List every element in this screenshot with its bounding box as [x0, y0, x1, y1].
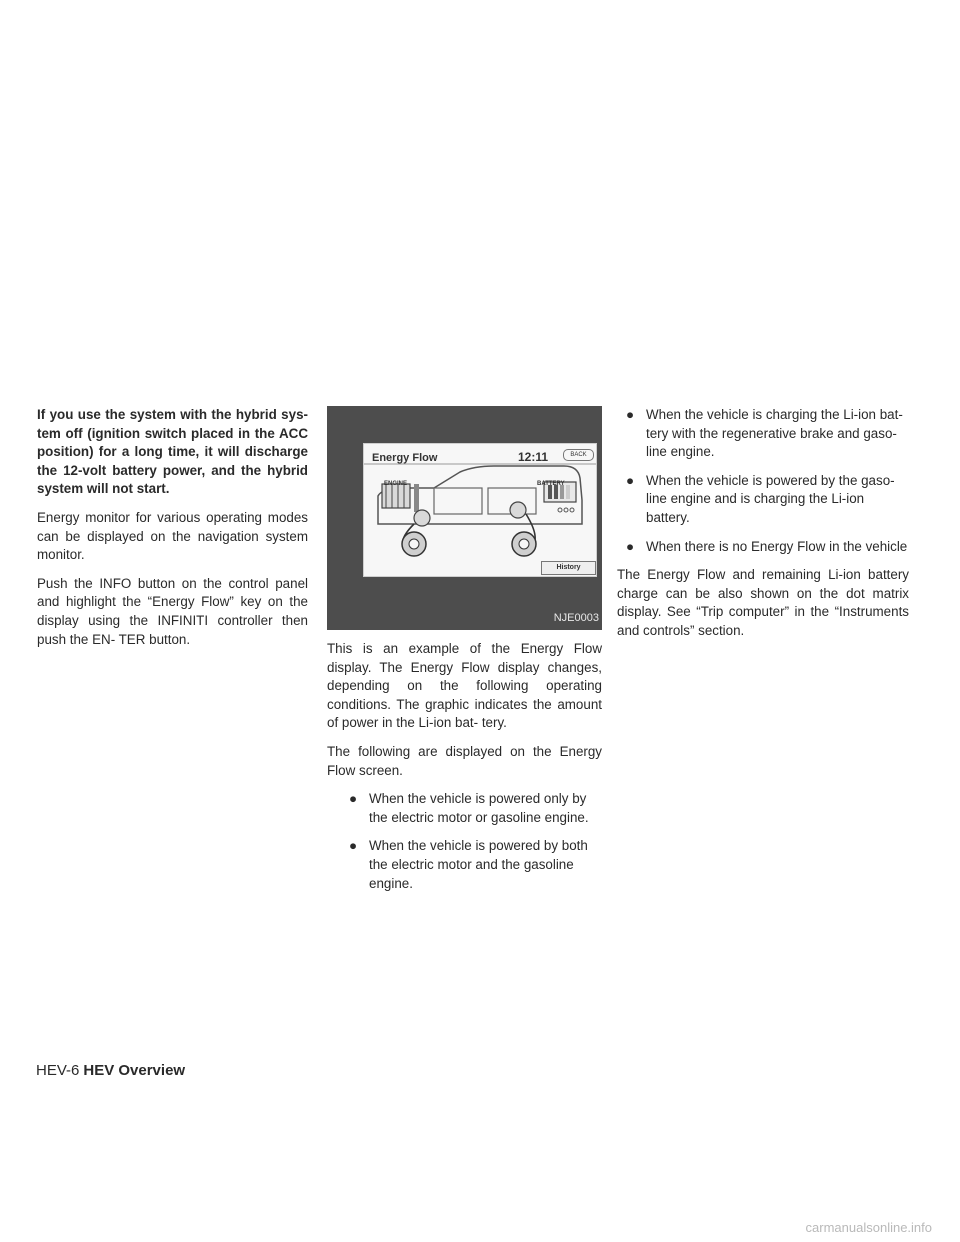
list-item: ● When the vehicle is powered only by the electric motor or gasoline engine.: [349, 791, 589, 825]
bullet-list-right: [617, 406, 909, 556]
energy-flow-screen: [363, 443, 597, 577]
list-item: ● When the vehicle is powered by the gaso- line engine and is charging the Li-ion battery.: [626, 472, 895, 525]
column-right: [617, 406, 909, 651]
warning-text: If you use the system with the hybrid sys- tem off (ignition switch placed in the ACC position) for a long time, it will discharge the 12-volt battery power, and the hybrid system will not start.: [37, 407, 308, 497]
bullet-icon: ●: [349, 791, 358, 807]
history-button: History: [541, 561, 596, 575]
paragraph-energy-monitor: Energy monitor for various operating modes can be displayed on the navigation system monitor.: [37, 509, 308, 563]
bullet-icon: ●: [626, 407, 635, 422]
page-number: HEV-6: [36, 1062, 80, 1079]
bullet-icon: ●: [349, 838, 358, 854]
list-item: ● When there is no Energy Flow in the vehicle: [617, 538, 909, 557]
figure-code: NJE0003: [553, 612, 599, 625]
back-button: BACK: [563, 449, 594, 461]
list-item: ● When the vehicle is charging the Li-ion bat- tery with the regenerative brake and gaso- line engine.: [626, 407, 903, 460]
paragraph-example: This is an example of the Energy Flow display. The Energy Flow display changes, depending on the following operating conditions. The graphic indicates the amount of power in the Li-ion bat- tery.: [327, 641, 602, 731]
section-title: HEV Overview: [83, 1062, 186, 1079]
paragraph-info-button: Push the INFO button on the control panel and highlight the “Energy Flow” key on the display using the INFINITI controller then push the EN- TER button.: [37, 575, 308, 647]
screen-title: Energy Flow: [372, 452, 438, 464]
column-left: [37, 406, 308, 659]
paragraph-dot-matrix: The Energy Flow and remaining Li-ion battery charge can be also shown on the dot matrix display. See “Trip computer” in the “Instruments and controls” section.: [617, 567, 909, 638]
paragraph-displayed: The following are displayed on the Energy Flow screen.: [327, 743, 602, 778]
bullet-icon: ●: [626, 538, 635, 554]
clock-time: 12:11: [518, 450, 549, 464]
engine-label: ENGINE: [384, 481, 408, 487]
battery-label: BATTERY: [537, 481, 565, 487]
bullet-icon: ●: [626, 472, 635, 488]
page-footer: [36, 1062, 185, 1079]
energy-flow-figure: [327, 406, 602, 630]
list-item: ● When the vehicle is powered by both the electric motor and the gasoline engine.: [349, 838, 588, 891]
watermark: carmanualsonline.info: [805, 1220, 932, 1235]
bullet-list-middle: [340, 790, 602, 893]
column-middle: [327, 406, 602, 903]
